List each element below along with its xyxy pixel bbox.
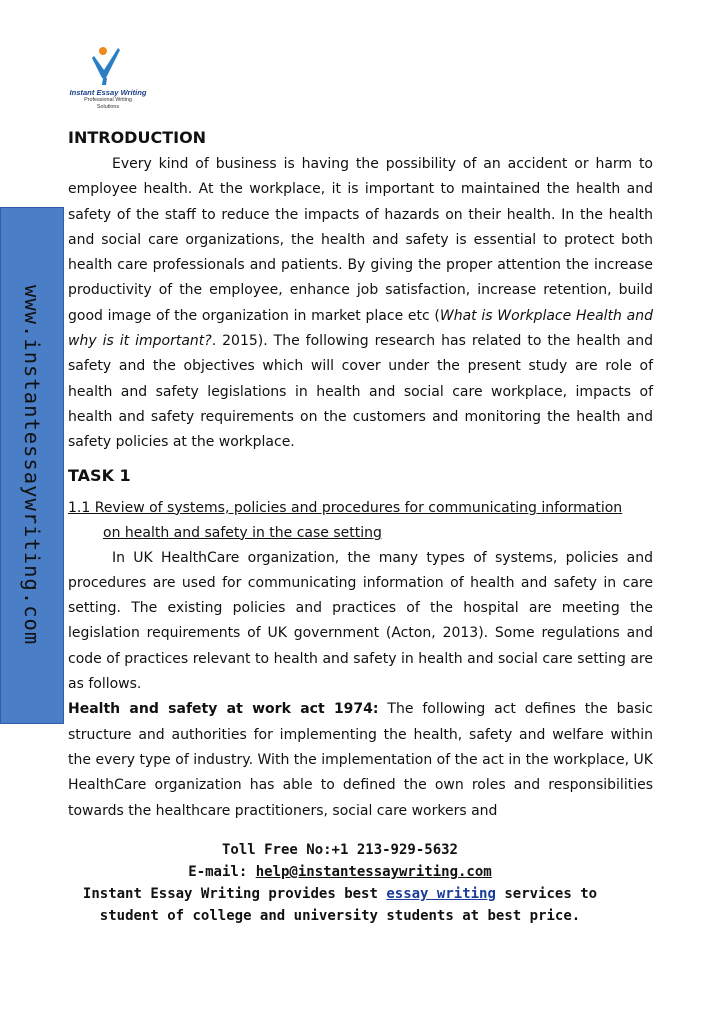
email-line <box>40 861 640 883</box>
promo-text-1: Instant Essay Writing provides best <box>82 886 387 902</box>
task-heading: TASK 1 <box>68 465 131 485</box>
intro-text-end: . 2015). The following research has related to the health and safety and the objectives which will cover under the present study are role of health and safety legislations in health and social care workplace, impacts of health and safety requirements on the customers and monitoring the health and safety policies at the workplace. <box>68 333 653 451</box>
intro-text: Every kind of business is having the possibility of an accident or harm to employee health. At the workplace, it is important to maintained the health and safety of the staff to reduce the impacts of hazards on their health. In the health and social care organizations, the health and safety is essential to protect both health care professionals and patients. By giving the proper attention the increase productivity of the employee, enhance job satisfaction, increase retention, build good image of the organization in market place etc ( <box>68 156 653 324</box>
act-title: Health and safety at work act 1974: <box>68 701 379 718</box>
website-sidebar-banner[interactable] <box>0 207 64 724</box>
promo-text-2: services to <box>495 886 598 902</box>
company-logo <box>68 44 148 114</box>
intro-citation-title: What is Workplace Health and why is it important? <box>68 307 653 350</box>
logo-brand: Instant Essay Writing <box>69 88 147 97</box>
contact-footer <box>40 839 640 927</box>
email-link[interactable]: help@instantessaywriting.com <box>255 864 492 880</box>
promo-line-2: student of college and university students at best price. <box>99 908 581 924</box>
task-paragraph: In UK HealthCare organization, the many types of systems, policies and procedures are used for communicating information of health and safety in care setting. The existing policies and practices of the hospital are meeting the legislation requirements of UK government (Acton, 2013). Some regulations and code of practices relevant to health and safety in health and social care setting are as follows. <box>68 549 653 693</box>
logo-figure-icon <box>90 44 126 86</box>
logo-tagline-1: Professional Writing <box>84 97 132 103</box>
email-label: E-mail: <box>188 864 256 880</box>
intro-paragraph <box>68 152 653 456</box>
act-paragraph <box>68 697 653 823</box>
essay-writing-link[interactable]: essay writing <box>386 886 496 902</box>
logo-tagline-2: Solutions <box>96 104 120 110</box>
toll-free-number: Toll Free No:+1 213-929-5632 <box>221 842 458 858</box>
intro-heading: INTRODUCTION <box>68 128 207 147</box>
sidebar-url[interactable]: www.instantessaywriting.com <box>20 285 44 646</box>
promo-line-1 <box>40 883 640 905</box>
document-body <box>68 124 653 824</box>
subheading-line-1: 1.1 Review of systems, policies and procedures for communicating information <box>68 499 623 516</box>
subheading-line-2: on health and safety in the case setting <box>103 524 382 541</box>
act-text: The following act defines the basic structure and authorities for implementing the health, safety and welfare within the every type of industry. With the implementation of the act in the workplace, UK HealthCare organization has able to defined the own roles and responsibilities towards the healthcare practitioners, social care workers and <box>68 701 653 819</box>
